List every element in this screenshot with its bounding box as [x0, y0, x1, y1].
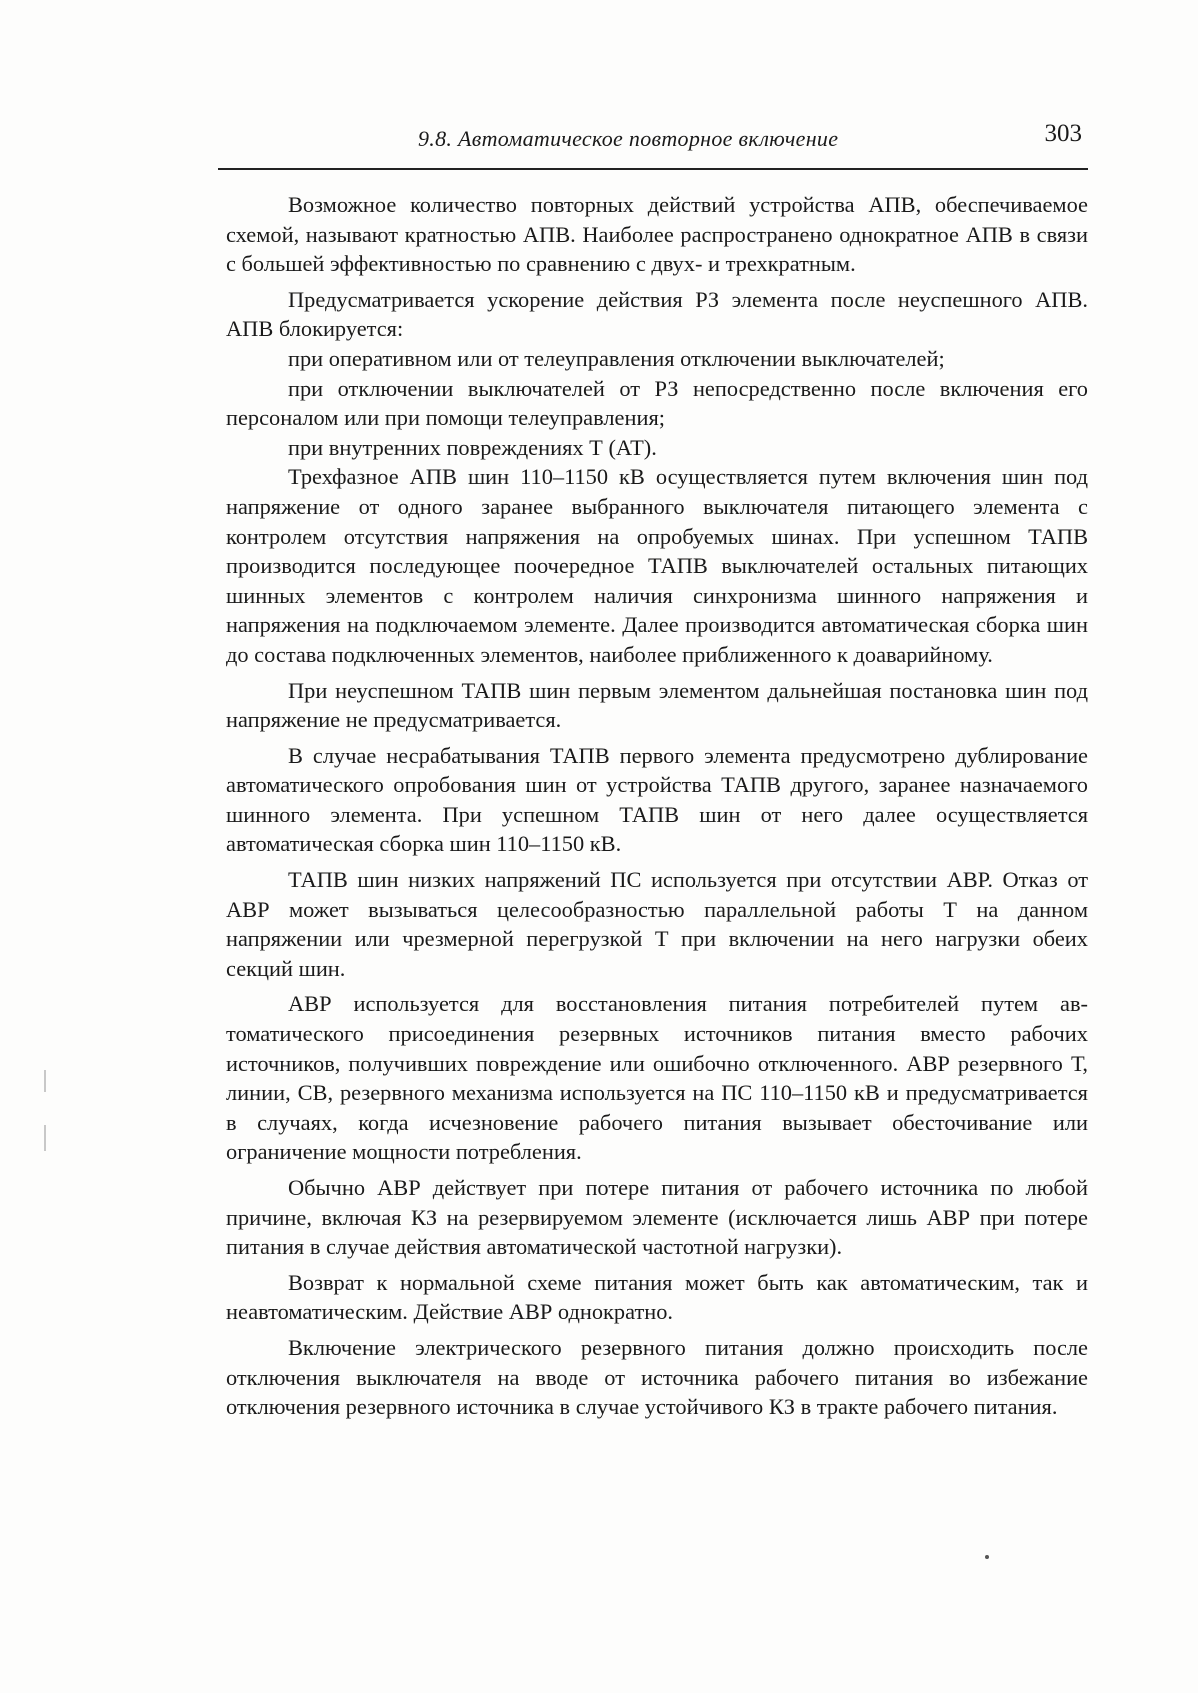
page-header — [218, 118, 1088, 170]
body-text — [226, 190, 1088, 1422]
list-item: при внутренних повреждениях Т (АТ). — [288, 434, 657, 460]
paragraph: Предусматривается ускорение действия РЗ элемента после неуспешного АПВ. АПВ блокируется: — [226, 286, 1088, 342]
paragraph: Возможное количество повторных действий устройства АПВ, обеспечиваемое схемой, называют кратностью АПВ. Наиболее распространено однократное АПВ в связи с большей эффективностью по сравнению с двух- и трехкратным. — [226, 192, 1088, 277]
list-item: при отключении выключателей от РЗ непосредственно после включения его персоналом или при помощи телеуправления; — [226, 375, 1088, 431]
scan-margin-mark — [44, 1070, 46, 1092]
list-item: при оперативном или от телеуправления отключении выключателей; — [288, 345, 945, 371]
paragraph: Включение электрического резервного питания должно происходить после отключения выключателя на вводе от источника рабочего питания во избежание отключения резервного источника в случае устойчивого КЗ в тракте рабочего питания. — [226, 1334, 1088, 1420]
scan-speck — [985, 1555, 989, 1559]
paragraph: При неуспешном ТАПВ шин первым элементом дальнейшая постановка шин под напряжение не предусматривается. — [226, 677, 1088, 733]
running-title: 9.8. Автоматическое повторное включение — [418, 126, 839, 151]
paragraph: АВР используется для восстановления питания потребителей путем автоматического присоединения резервных источников питания вместо рабочих источников, получивших повреждение или ошибочно отключенного. АВР резервного Т, линии, СВ, резервного механизма используется на ПС 110–1150 кВ и предусматривается в случаях, когда исчезновение рабочего питания вызывает обесточивание или ограничение мощности потребления. — [226, 991, 1088, 1165]
paragraph: Трехфазное АПВ шин 110–1150 кВ осуществляется путем включения шин под напряжение от одного заранее выбранного выключателя питающего элемента с контролем отсутствия напряжения на опробуемых шинах. При успешном ТАПВ производится последующее поочередное ТАПВ выключателей остальных питающих шинных элементов с контролем наличия синхронизма шинного напряжения и напряжения на подключаемом элементе. Далее производится автоматическая сборка шин до состава подключенных элементов, наиболее приближенного к доаварийному. — [226, 464, 1088, 667]
paragraph: В случае несрабатывания ТАПВ первого элемента предусмотрено дублирование автоматического опробования шин от устройства ТАПВ другого, заранее назначаемого шинного элемента. При успешном ТАПВ шин от него далее осуществляется автоматическая сборка шин 110–1150 кВ. — [226, 742, 1088, 857]
paragraph: Возврат к нормальной схеме питания может быть как автоматическим, так и неавтоматическим. Действие АВР однократно. — [226, 1269, 1088, 1325]
paragraph: Обычно АВР действует при потере питания от рабочего источника по любой причине, включая КЗ на резервируемом элементе (исключается лишь АВР при потере питания в случае действия автоматической частотной нагрузки). — [226, 1175, 1088, 1260]
page-number: 303 — [1044, 120, 1082, 147]
paragraph: ТАПВ шин низких напряжений ПС используется при отсутствии АВР. Отказ от АВР может вызываться целесообразностью параллельной работы Т на данном напряжении или чрезмерной перегрузкой Т при включении на него нагрузки обеих секций шин. — [226, 867, 1088, 981]
scan-margin-mark — [44, 1125, 46, 1151]
